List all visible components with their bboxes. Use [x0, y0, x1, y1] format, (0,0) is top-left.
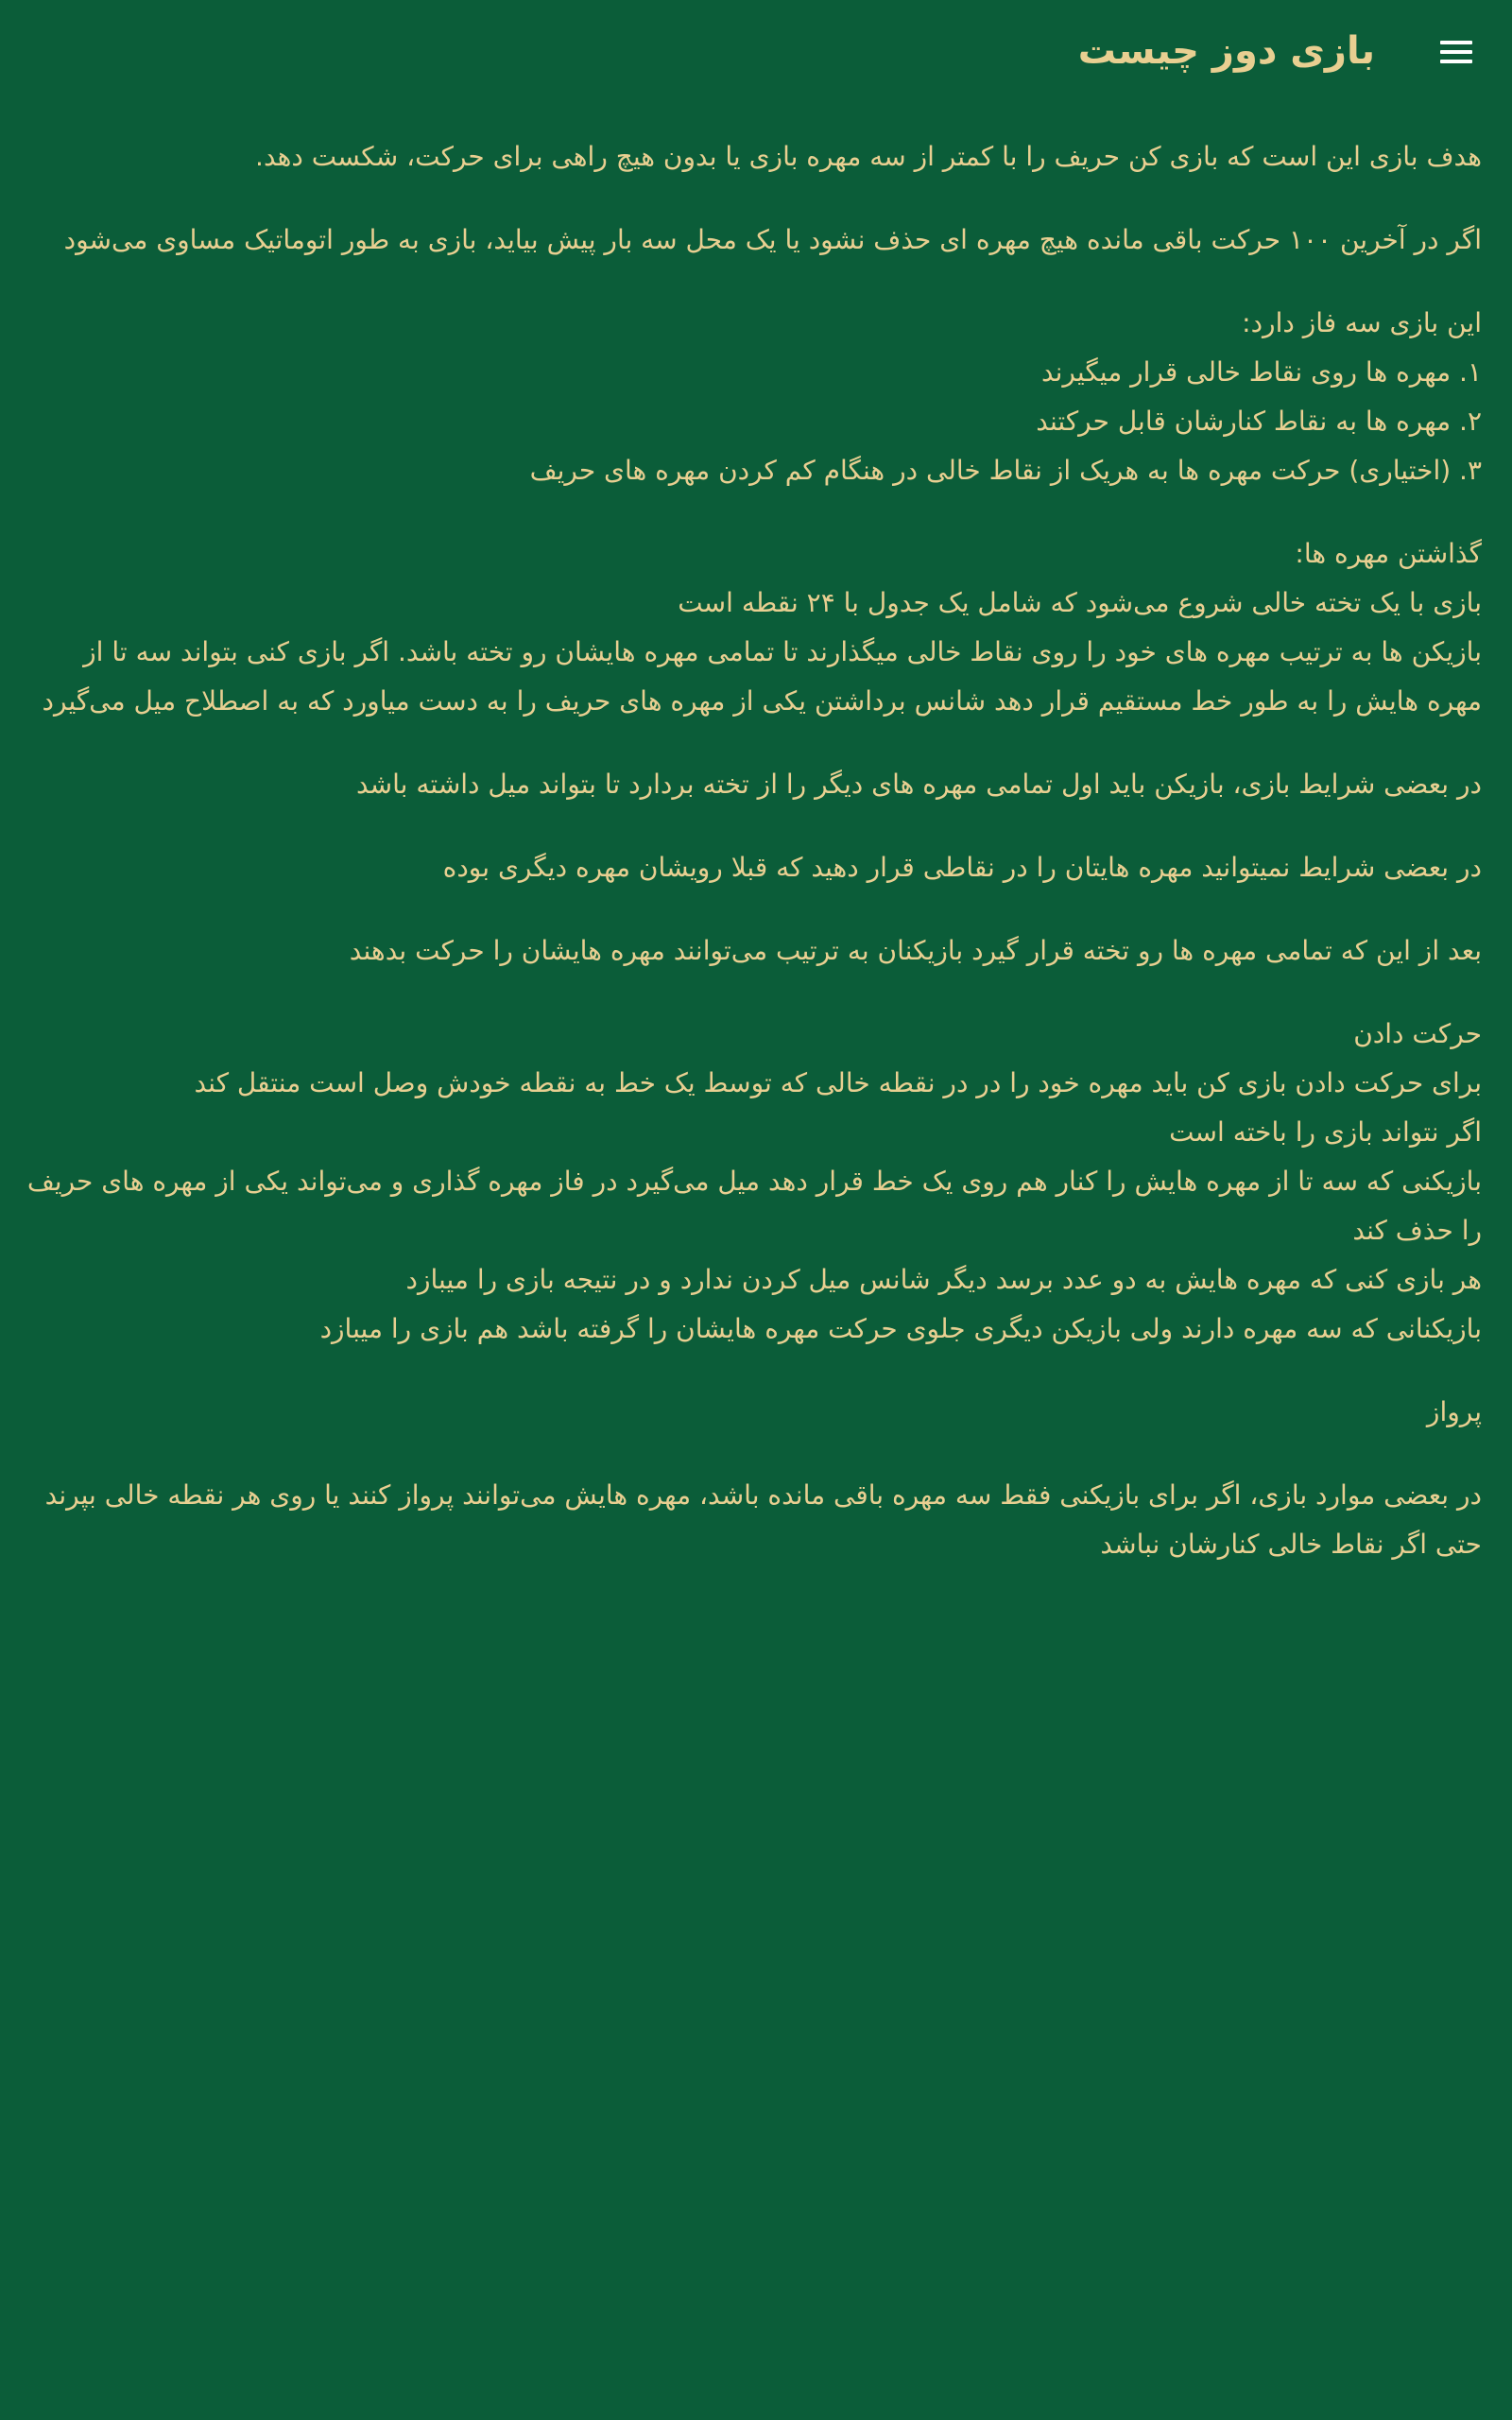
placing-section [26, 529, 1482, 726]
placing-line-2: بازیکن ها به ترتیب مهره های خود را روی نقاط خالی میگذارند تا تمامی مهره هایشان رو تخته باشد. اگر بازی کنی بتواند سه تا از مهره هایش را به طور خط مستقیم قرار دهد شانس برداشتن یکی از مهره های حریف را به دست میاورد که به اصطلاح میل می‌گیرد [42, 636, 1482, 717]
flying-title: پرواز [1426, 1396, 1482, 1427]
condition-paragraph-1: در بعضی شرایط بازی، بازیکن باید اول تمامی مهره های دیگر را از تخته بردارد تا بتواند میل داشته باشد [355, 769, 1482, 800]
article-content [26, 132, 1482, 1603]
phases-intro: این بازی سه فاز دارد: [1242, 307, 1482, 338]
flying-paragraph: در بعضی موارد بازی، اگر برای بازیکنی فقط سه مهره باقی مانده باشد، مهره هایش می‌توانند پرواز کنند یا روی هر نقطه خالی بپرند حتی اگر نقاط خالی کنارشان نباشد [44, 1479, 1482, 1560]
moving-line-1: برای حرکت دادن بازی کن باید مهره خود را در در نقطه خالی که توسط یک خط به نقطه خودش وصل است منتقل کند [194, 1067, 1482, 1098]
condition-paragraph-2: در بعضی شرایط نمیتوانید مهره هایتان را در نقاطی قرار دهید که قبلا رویشان مهره دیگری بوده [442, 852, 1482, 883]
moving-section [26, 1010, 1482, 1354]
hamburger-menu-icon[interactable] [1427, 26, 1482, 78]
menu-line-top [1440, 41, 1472, 44]
phase-item-3: ۳. (اختیاری) حرکت مهره ها به هریک از نقاط خالی در هنگام کم کردن مهره های حریف [529, 455, 1482, 486]
phases-section [26, 299, 1482, 495]
moving-line-3: بازیکنی که سه تا از مهره هایش را کنار هم روی یک خط قرار دهد میل می‌گیرد در فاز مهره گذاری و می‌تواند یکی از مهره های حریف را حذف کند [26, 1166, 1482, 1246]
phase-item-1: ۱. مهره ها روی نقاط خالی قرار میگیرند [1040, 356, 1482, 388]
placing-title: گذاشتن مهره ها: [1295, 538, 1482, 569]
app-header [0, 0, 1512, 104]
draw-rule-paragraph: اگر در آخرین ۱۰۰ حرکت باقی مانده هیچ مهره ای حذف نشود یا یک محل سه بار پیش بیاید، بازی به طور اتوماتیک مساوی می‌شود [63, 224, 1482, 255]
menu-line-bottom [1440, 60, 1472, 63]
phase-item-2: ۲. مهره ها به نقاط کنارشان قابل حرکتند [1036, 406, 1482, 437]
page-title: بازی دوز چیست [1077, 29, 1375, 73]
moving-line-2: اگر نتواند بازی را باخته است [1169, 1116, 1482, 1148]
moving-title: حرکت دادن [1353, 1018, 1482, 1049]
after-placing-paragraph: بعد از این که تمامی مهره ها رو تخته قرار گیرد بازیکنان به ترتیب می‌توانند مهره هایشان را حرکت بدهند [349, 935, 1482, 966]
placing-line-1: بازی با یک تخته خالی شروع می‌شود که شامل یک جدول با ۲۴ نقطه است [678, 587, 1482, 618]
goal-paragraph: هدف بازی این است که بازی کن حریف را با کمتر از سه مهره بازی یا بدون هیچ راهی برای حرکت، شکست دهد. [255, 141, 1482, 172]
menu-line-middle [1440, 50, 1472, 54]
moving-line-5: بازیکنانی که سه مهره دارند ولی بازیکن دیگری جلوی حرکت مهره هایشان را گرفته باشد هم بازی را میبازد [319, 1313, 1482, 1344]
moving-line-4: هر بازی کنی که مهره هایش به دو عدد برسد دیگر شانس میل کردن ندارد و در نتیجه بازی را میبازد [405, 1264, 1482, 1295]
